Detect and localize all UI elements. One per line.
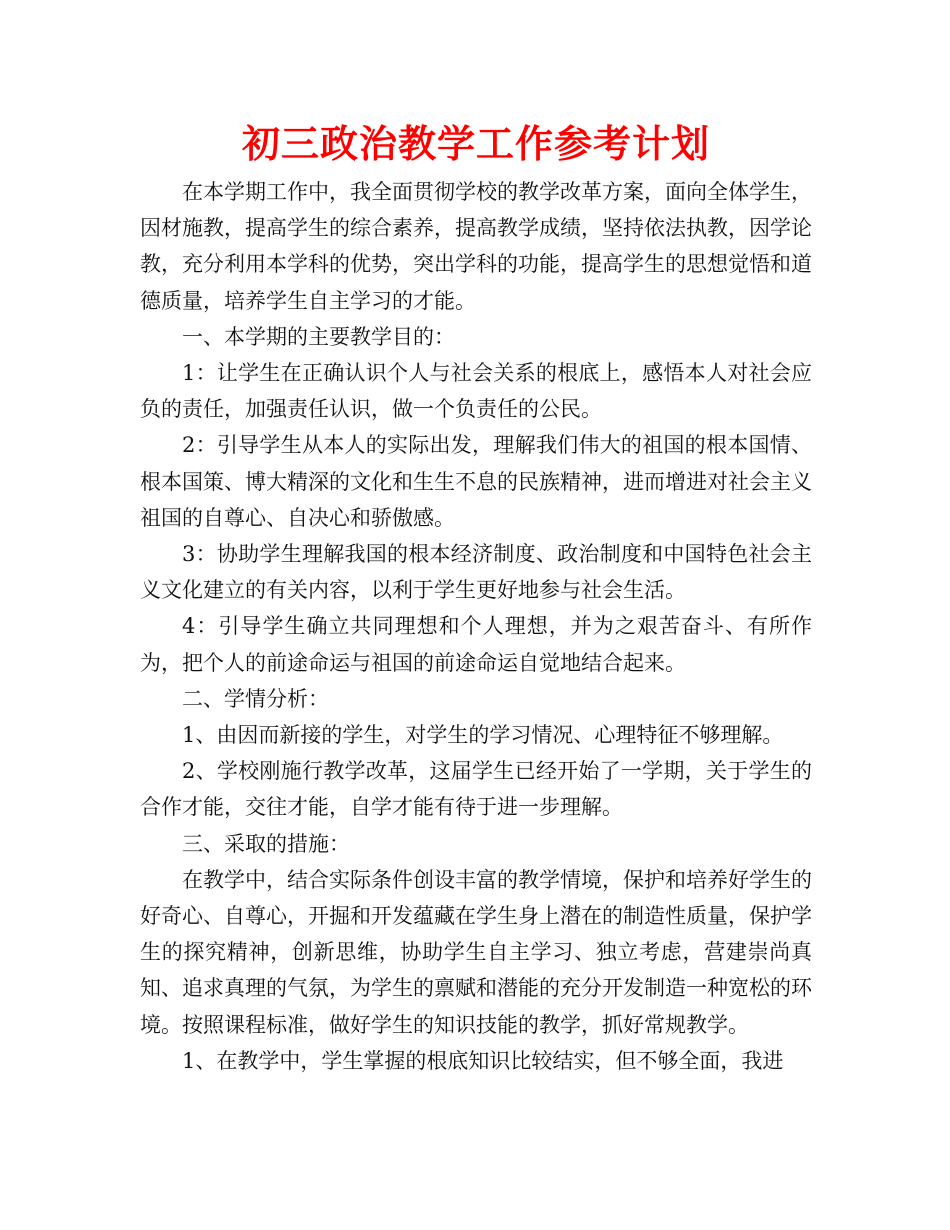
section-heading-goals: 一、本学期的主要教学目的： [182, 324, 455, 349]
measures-paragraph: 在教学中，结合实际条件创设丰富的教学情境，保护和培养好学生的好奇心、自尊心，开掘和开发蕴藏在学生身上潜在的制造性质量，保护学生的探究精神，创新思维，协助学生自主学习、独立考虑，营建崇尚真知、追求真理的气氛，为学生的禀赋和潜能的充分开发制造一种宽松的环境。按照课程标准，做好学生的知识技能的教学，抓好常规教学。 [140, 867, 812, 1037]
measures-item-1: 1、在教学中，学生掌握的根底知识比较结实，但不够全面，我进 [182, 1048, 784, 1073]
goal-item-3: 3：协助学生理解我国的根本经济制度、政治制度和中国特色社会主义文化建立的有关内容，以利于学生更好地参与社会生活。 [140, 542, 812, 603]
goal-item-2: 2：引导学生从本人的实际出发，理解我们伟大的祖国的根本国情、根本国策、博大精深的文化和生生不息的民族精神，进而增进对社会主义祖国的自尊心、自决心和骄傲感。 [140, 433, 812, 530]
analysis-item-2: 2、学校刚施行教学改革，这届学生已经开始了一学期，关于学生的合作才能，交往才能，自学才能有待于进一步理解。 [140, 759, 812, 820]
analysis-item-1: 1、由因而新接的学生，对学生的学习情况、心理特征不够理解。 [182, 723, 784, 748]
section-heading-measures: 三、采取的措施： [182, 831, 350, 856]
document-title: 初三政治教学工作参考计划 [241, 122, 710, 166]
goal-item-4: 4：引导学生确立共同理想和个人理想，并为之艰苦奋斗、有所作为，把个人的前途命运与祖国的前途命运自觉地结合起来。 [140, 614, 812, 675]
paragraph-intro: 在本学期工作中，我全面贯彻学校的教学改革方案，面向全体学生，因材施教，提高学生的综合素养，提高教学成绩，坚持依法执教，因学论教，充分利用本学科的优势，突出学科的功能，提高学生的思想觉悟和道德质量，培养学生自主学习的才能。 [140, 180, 812, 313]
goal-item-1: 1：让学生在正确认识个人与社会关系的根底上，感悟本人对社会应负的责任，加强责任认识，做一个负责任的公民。 [140, 361, 812, 422]
section-heading-analysis: 二、学情分析： [182, 686, 329, 711]
